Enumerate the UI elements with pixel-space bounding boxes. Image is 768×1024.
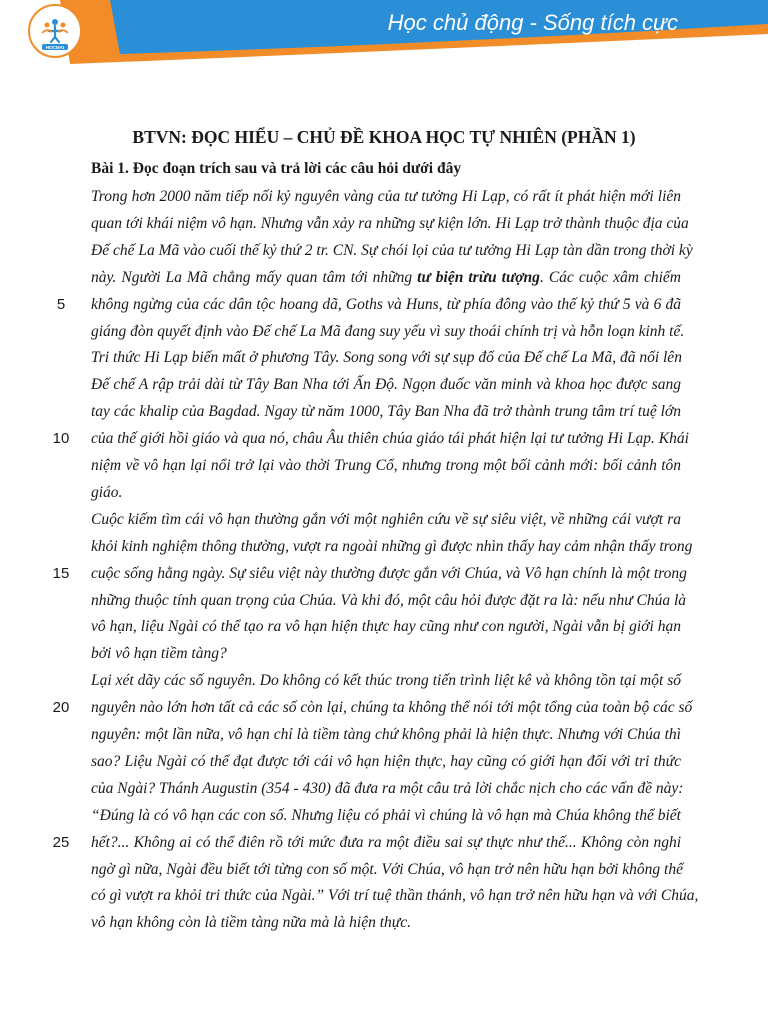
emphasized-term: tư biện trừu tượng [417,268,540,286]
line-number: 25 [52,833,70,851]
passage-line: vô hạn, liệu Ngài có thể tạo ra vô hạn hiện thực hay cũng như con người, Ngài vẫn bị giới hạn [91,618,681,636]
passage-line: giáo. [91,483,123,501]
passage-line: Lại xét dãy các số nguyên. Do không có kết thúc trong tiến trình liệt kê và không tồn tại một số [91,672,681,690]
passage-line: Trong hơn 2000 năm tiếp nối kỷ nguyên vàng của tư tưởng Hi Lạp, có rất ít phát hiện mới liên [91,188,681,205]
passage-line: bởi vô hạn tiềm tàng? [91,645,227,663]
line-number: 5 [56,295,66,313]
passage-line: không ngừng của các dân tộc hoang dã, Goths và Huns, từ phía đông vào thế kỷ thứ 5 và 6 đã [91,295,681,313]
line-number: 20 [52,699,70,717]
passage-line: ngờ gì nữa, Ngài đều biết tới từng con số một. Với Chúa, vô hạn trở nên hữu hạn bởi không thể [91,860,683,878]
line-number: 15 [52,564,70,582]
line-number: 10 [52,430,70,448]
passage-line: giáng đòn quyết định vào Đế chế La Mã đang suy yếu vì suy thoái chính trị và hỗn loạn kinh tế. [91,322,685,340]
passage-line: sao? Liệu Ngài có thể đạt được tới cái vô hạn hiện thực, hay cũng có giới hạn đối với tri thức [91,752,681,770]
passage-line: của Ngài? Thánh Augustin (354 - 430) đã đưa ra một câu trả lời chắc nịch cho các vấn đề này: [91,779,684,797]
passage-line: “Đúng là có vô hạn các con số. Nhưng liệu có phải vì chúng là vô hạn mà Chúa không thể biết [91,806,681,824]
hocmai-logo [28,4,82,58]
passage-line: những thuộc tính quan trọng của Chúa. Và khi đó, một câu hỏi được đặt ra là: nếu như Chúa là [91,591,687,609]
passage-line: Đế chế La Mã vào cuối thế kỷ thứ 2 tr. CN. Sự chói lọi của tư tưởng Hi Lạp tàn dần trong thời kỳ [91,241,693,259]
passage-line: niệm về vô hạn lại nổi trở lại vào thời Trung Cổ, nhưng trong một bối cảnh mới: bối cảnh tôn [91,457,681,474]
passage-line: khỏi kinh nghiệm thông thường, vượt ra ngoài những gì được nhìn thấy hay cảm nhận thấy trong [91,537,693,555]
passage-line: cuộc sống hằng ngày. Sự siêu việt này thường được gắn với Chúa, và Vô hạn chính là một trong [91,564,687,582]
passage-line: Cuộc kiếm tìm cái vô hạn thường gắn với một nghiên cứu về sự siêu việt, về những cái vượt ra [91,510,681,528]
logo-text: HOCMAI [45,44,65,50]
page-header [0,0,768,80]
passage-line: nguyên: một lần nữa, vô hạn chỉ là tiềm tàng chứ không phải là hiện thực. Nhưng với Chúa thì [91,726,681,743]
passage-line: của thế giới hồi giáo và qua nó, châu Âu thiên chúa giáo tái phát hiện lại tư tưởng Hi Lạp. Khái [91,430,689,448]
header-slogan: Học chủ động - Sống tích cực [387,10,678,35]
passage-line: Tri thức Hi Lạp biến mất ở phương Tây. Song song với sự sụp đổ của Đế chế La Mã, đã nổi lên [91,349,682,367]
passage-line: Đế chế A rập trải dài từ Tây Ban Nha tới Ấn Độ. Ngọn đuốc văn minh và khoa học được sang [91,376,681,394]
passage-line: có gì vượt ra khỏi tri thức của Ngài.” Với trí tuệ thần thánh, vô hạn trở nên hữu hạn và với Chúa, [91,887,699,905]
passage-line: quan tới khái niệm vô hạn. Nhưng vẫn xảy ra những sự kiện lớn. Hi Lạp trở thành thuộc địa của [91,214,689,232]
passage-line: này. Người La Mã chẳng mấy quan tâm tới những tư biện trừu tượng. Các cuộc xâm chiếm [91,268,681,286]
exercise-heading: Bài 1. Đọc đoạn trích sau và trả lời các câu hỏi dưới đây [91,160,462,177]
passage-line: nguyên nào lớn hơn tất cả các số còn lại, chúng ta không thể nói tới một tổng của toàn bộ các số [91,699,693,717]
passage-line: hết?... Không ai có thể điên rồ tới mức đưa ra một điều sai sự thực như thế... Không còn nghi [91,833,681,851]
passage-line: vô hạn không còn là tiềm tàng nữa mà là hiện thực. [91,914,411,932]
document-title: BTVN: ĐỌC HIỂU – CHỦ ĐỀ KHOA HỌC TỰ NHIÊN (PHẦN 1) [132,127,636,147]
passage-line: tay các khalip của Bagdad. Ngay từ năm 1000, Tây Ban Nha đã trở thành trung tâm trí tuệ lớn [91,403,681,421]
